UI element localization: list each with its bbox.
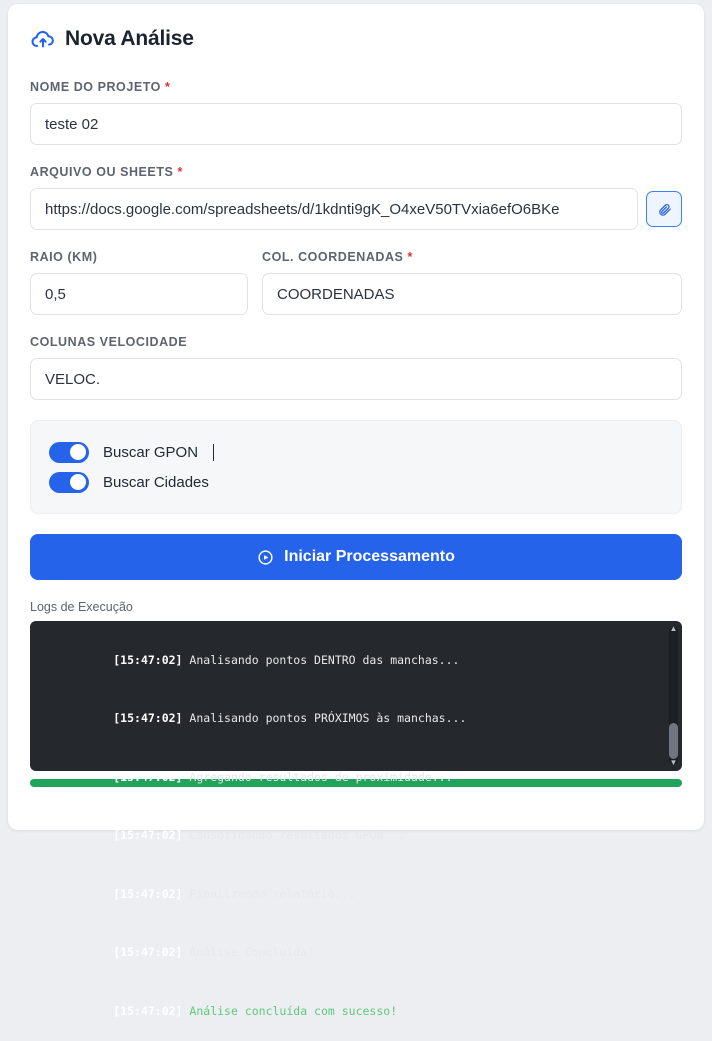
log-text: Analisando pontos PRÓXIMOS às manchas...	[182, 711, 467, 725]
file-or-sheets-label-text: ARQUIVO OU SHEETS	[30, 165, 174, 179]
log-line	[44, 631, 668, 690]
log-timestamp: [15:47:02]	[113, 886, 183, 901]
logs-title: Logs de Execução	[30, 600, 133, 614]
page-title-text: Nova Análise	[65, 27, 194, 50]
toggle-knob	[70, 444, 86, 460]
log-text: Agregando resultados de proximidade...	[182, 769, 453, 784]
log-timestamp: [15:47:02]	[113, 769, 183, 784]
toggle-buscar-gpon[interactable]	[49, 442, 89, 463]
radius-label: RAIO (KM)	[30, 250, 98, 264]
radius-coord-row	[30, 250, 682, 315]
file-or-sheets-label	[30, 165, 682, 179]
cloud-upload-icon	[30, 26, 56, 52]
log-text: Consolidando resultados GPON...	[182, 828, 405, 842]
scroll-up-icon[interactable]: ▲	[669, 624, 678, 633]
text-caret	[213, 444, 214, 461]
log-text: Finalizando relatório...	[182, 886, 356, 901]
coord-column-field	[262, 250, 682, 315]
toggle-buscar-gpon-label: Buscar GPON	[103, 443, 199, 461]
log-timestamp: [15:47:02]	[113, 945, 183, 959]
page-title	[30, 26, 682, 52]
options-panel	[30, 420, 682, 514]
log-line	[44, 865, 668, 924]
log-text-success: Análise concluída com sucesso!	[182, 1003, 398, 1018]
coord-column-input[interactable]	[262, 273, 682, 315]
file-or-sheets-required: *	[177, 165, 183, 179]
file-or-sheets-row	[30, 188, 682, 230]
paperclip-icon	[657, 202, 672, 217]
logs-scrollbar[interactable]	[669, 624, 678, 767]
analysis-card	[8, 4, 704, 1018]
coord-column-label-text: COL. COORDENADAS	[262, 250, 404, 264]
log-text: Análise Concluída!	[182, 945, 315, 959]
scrollbar-thumb[interactable]	[669, 723, 678, 759]
coord-column-label	[262, 250, 682, 264]
file-or-sheets-field	[30, 165, 682, 230]
log-timestamp: [15:47:02]	[113, 1003, 183, 1018]
log-timestamp: [15:47:02]	[113, 828, 183, 842]
project-name-input[interactable]	[30, 103, 682, 145]
log-line	[44, 982, 668, 1041]
log-line	[44, 748, 668, 807]
scroll-down-icon[interactable]: ▼	[669, 758, 678, 767]
speed-columns-field	[30, 335, 682, 400]
log-line	[44, 690, 668, 749]
sheets-url-input[interactable]	[30, 188, 638, 230]
project-name-label-text: NOME DO PROJETO	[30, 80, 161, 94]
speed-columns-label: COLUNAS VELOCIDADE	[30, 335, 188, 349]
log-timestamp: [15:47:02]	[113, 711, 183, 725]
log-timestamp: [15:47:02]	[113, 652, 183, 667]
log-text: Analisando pontos DENTRO das manchas...	[182, 652, 460, 667]
logs-console[interactable]	[30, 621, 682, 1018]
project-name-required: *	[165, 80, 171, 94]
toggle-buscar-cidades-label: Buscar Cidades	[103, 473, 209, 491]
start-processing-label: Iniciar Processamento	[284, 548, 455, 565]
start-processing-button[interactable]	[30, 534, 682, 580]
toggle-row-gpon	[49, 437, 663, 467]
attach-file-button[interactable]	[646, 191, 682, 227]
radius-input[interactable]	[30, 273, 248, 315]
coord-column-required: *	[407, 250, 413, 264]
project-name-label	[30, 80, 682, 94]
toggle-row-cidades	[49, 467, 663, 497]
toggle-knob	[70, 474, 86, 490]
log-line	[44, 924, 668, 983]
toggle-buscar-cidades[interactable]	[49, 472, 89, 493]
log-line	[44, 807, 668, 866]
card-content	[30, 26, 682, 1018]
project-name-field	[30, 80, 682, 145]
radius-field	[30, 250, 248, 315]
speed-columns-input[interactable]	[30, 358, 682, 400]
play-circle-icon	[257, 549, 274, 566]
